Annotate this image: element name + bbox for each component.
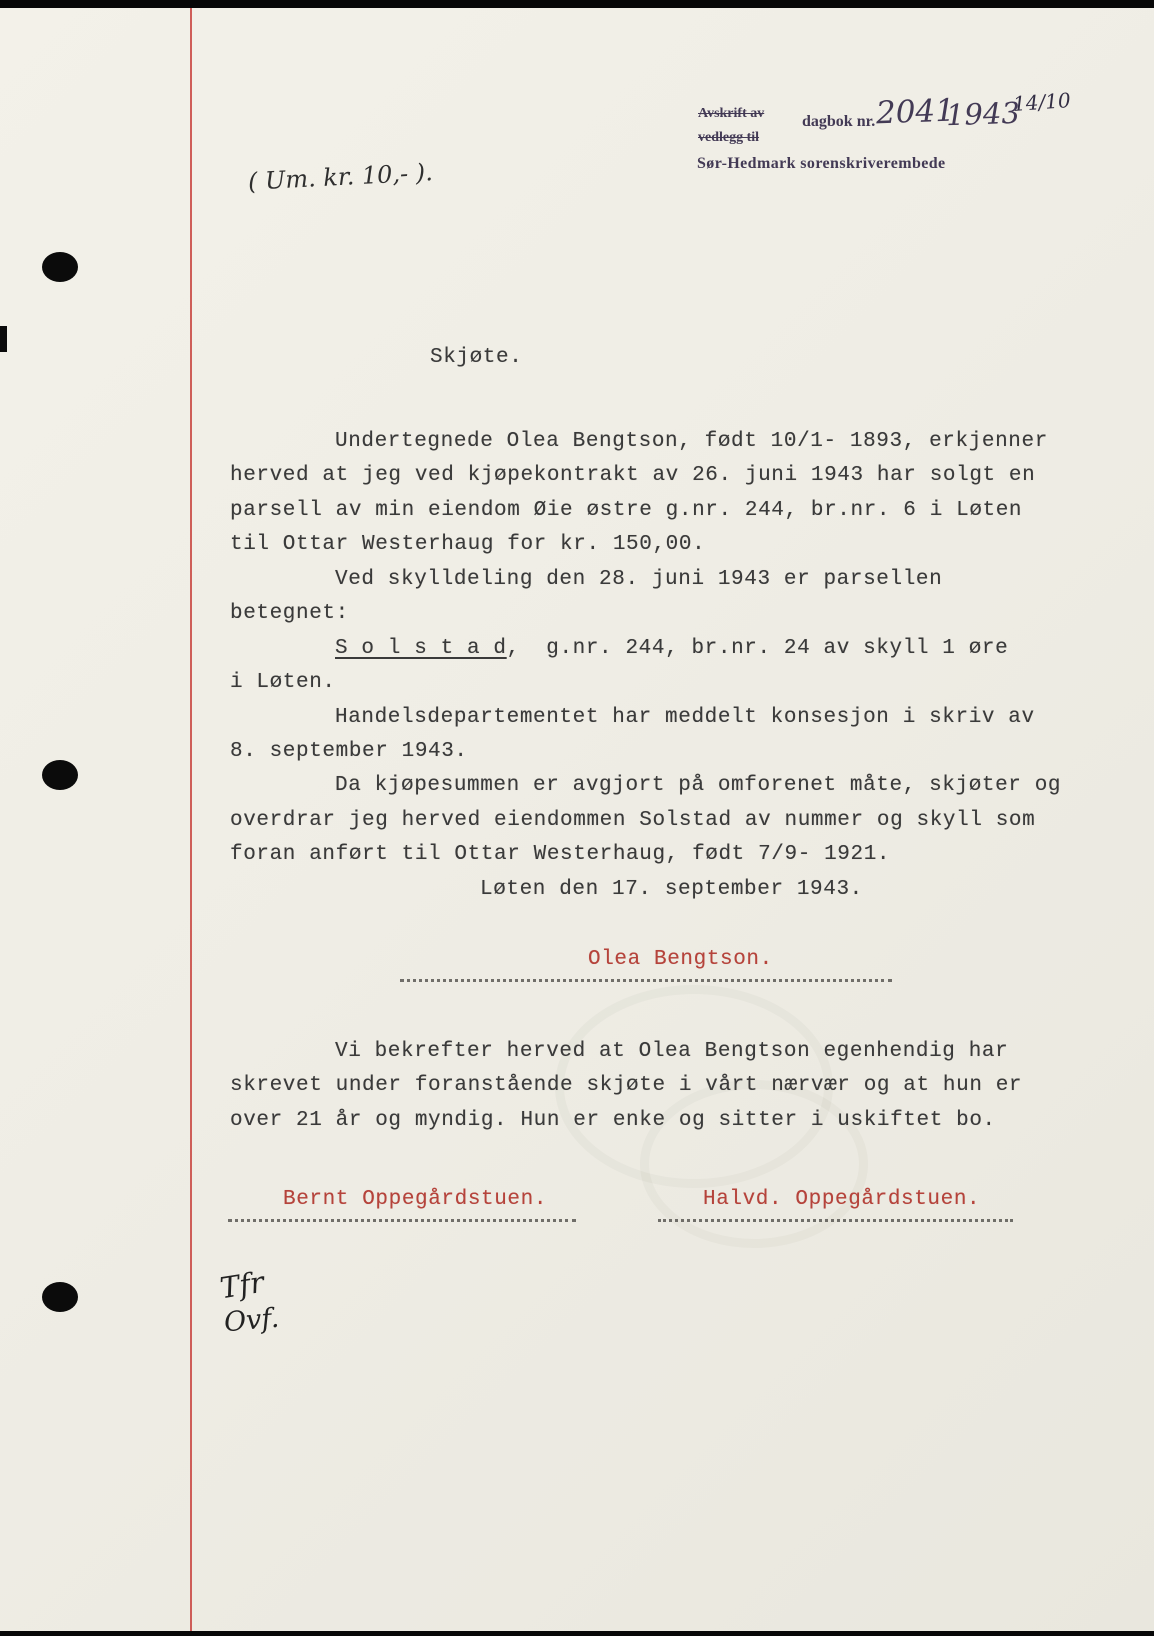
deed-line: overdrar jeg herved eiendommen Solstad av nummer og skyll som: [230, 808, 1036, 832]
seller-signature: Olea Bengtson.: [588, 948, 773, 971]
witness-line: Vi bekrefter herved at Olea Bengtson egenhendig har: [335, 1040, 1009, 1063]
deed-line: til Ottar Westerhaug for kr. 150,00.: [230, 533, 706, 557]
handwritten-clerk-note: Ovf.: [222, 1302, 281, 1339]
deed-line: Undertegnede Olea Bengtson, født 10/1- 1893, erkjenner: [335, 430, 1048, 453]
deed-line: 8. september 1943.: [230, 739, 468, 763]
stamp-date-fraction: 14/10: [1012, 88, 1072, 116]
signature-dotted-line: [658, 1218, 1013, 1222]
deed-line-property: [230, 637, 1070, 671]
deed-line: parsell av min eiendom Øie østre g.nr. 244, br.nr. 6 i Løten: [230, 498, 1023, 522]
property-name: S o l s t a d: [335, 636, 507, 660]
deed-line: i Løten.: [230, 671, 336, 695]
witness-line: over 21 år og myndig. Hun er enke og sitter i uskiftet bo.: [230, 1108, 996, 1132]
punch-hole: [42, 760, 78, 790]
punch-hole: [42, 1282, 78, 1312]
deed-line: foran anført til Ottar Westerhaug, født 7/9- 1921.: [230, 843, 891, 867]
witness2-signature: Halvd. Oppegårdstuen.: [703, 1188, 981, 1211]
deed-line: herved at jeg ved kjøpekontrakt av 26. juni 1943 har solgt en: [230, 464, 1036, 488]
stamp-vedlegg-label: vedlegg til: [698, 130, 760, 145]
stamp-daybook-year: 1943: [945, 95, 1021, 133]
stamp-daybook-label: dagbok nr.: [802, 113, 876, 130]
property-details: , g.nr. 244, br.nr. 24 av skyll 1 øre: [506, 636, 1009, 660]
handwritten-clerk-note: Tfr: [217, 1264, 267, 1306]
red-margin-line: [190, 8, 192, 1631]
stamp-office-name: Sør-Hedmark sorenskriverembede: [697, 155, 946, 172]
witness-statement: [230, 1040, 1070, 1143]
deed-line: Ved skylldeling den 28. juni 1943 er parsellen: [335, 567, 943, 591]
signature-dotted-line: [228, 1218, 576, 1222]
deed-line: betegnet:: [230, 602, 349, 626]
stamp-daybook-number: 2041: [875, 92, 956, 132]
deed-line: Handelsdepartementet har meddelt konsesjon i skriv av: [335, 705, 1035, 729]
document-title: Skjøte.: [430, 346, 523, 369]
deed-dateline: Løten den 17. september 1943.: [480, 877, 863, 901]
stamp-avskrift-label: Avskrift av: [698, 106, 765, 121]
witness1-signature: Bernt Oppegårdstuen.: [283, 1188, 548, 1211]
handwritten-fee-note: ( Um. kr. 10,- ).: [247, 158, 434, 196]
witness-line: skrevet under foranstående skjøte i vårt nærvær og at hun er: [230, 1074, 1023, 1098]
punch-hole: [42, 252, 78, 282]
signature-dotted-line: [400, 978, 892, 982]
deed-line: Da kjøpesummen er avgjort på omforenet måte, skjøter og: [335, 774, 1062, 798]
scan-artifact: [0, 326, 7, 352]
deed-body: [230, 430, 1070, 912]
